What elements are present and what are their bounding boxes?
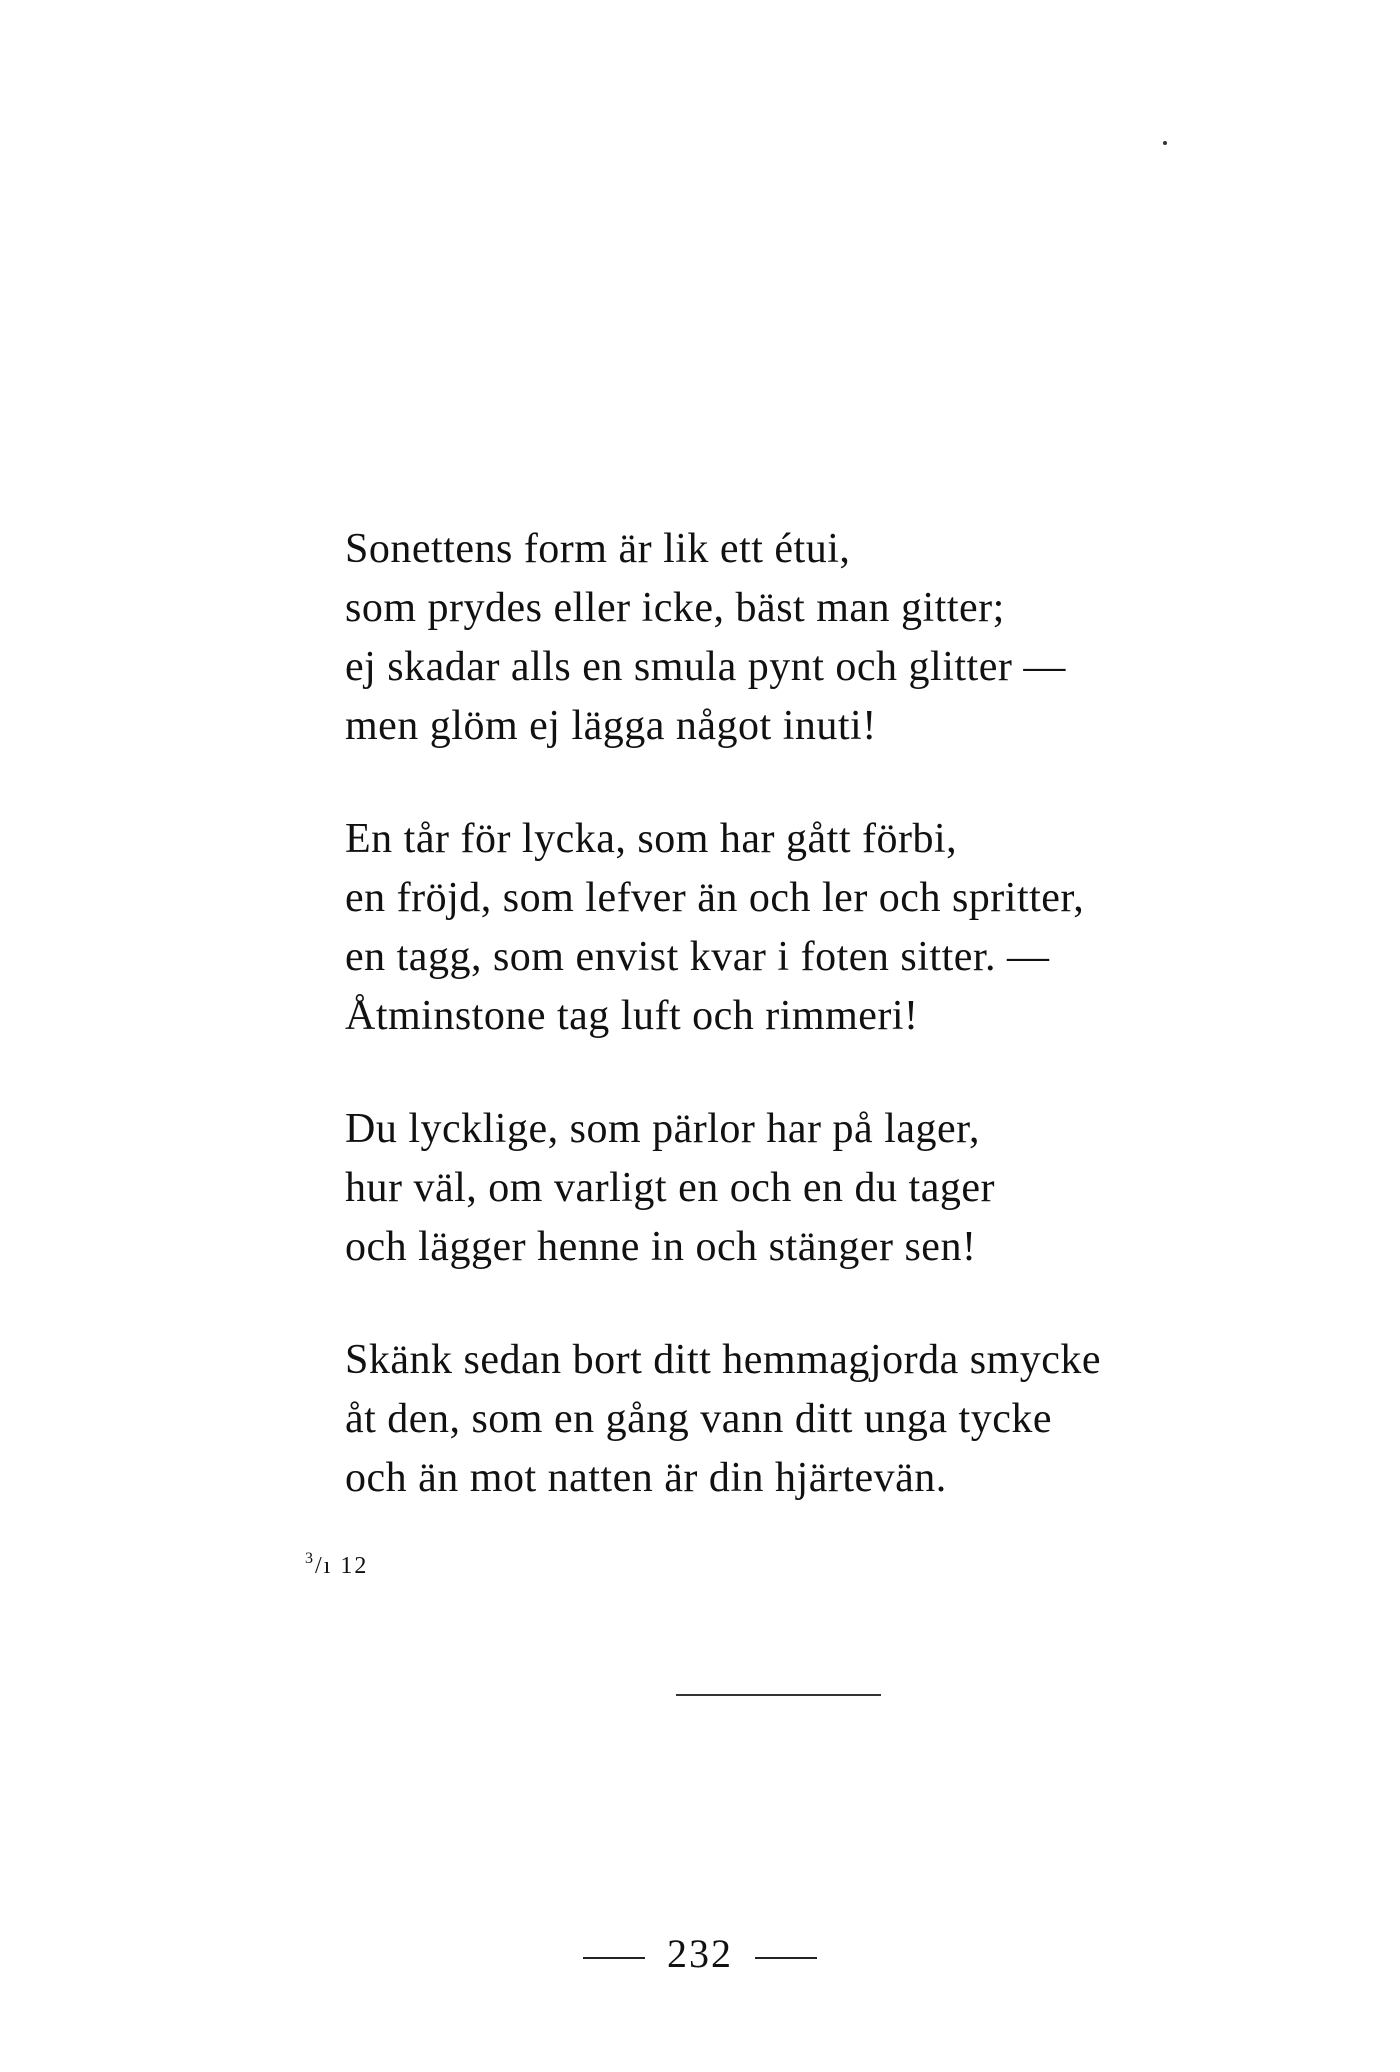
stanza-1: [345, 520, 1245, 756]
poem-line: som prydes eller icke, bäst man gitter;: [345, 585, 1005, 631]
stanza-2: [345, 810, 1245, 1046]
section-divider: [676, 1694, 881, 1696]
stanza-3: [345, 1100, 1245, 1277]
poem-line: Sonettens form är lik ett étui,: [345, 526, 851, 572]
date-rest: /ı 12: [315, 1553, 369, 1579]
poem-line: och lägger henne in och stänger sen!: [345, 1224, 977, 1270]
poem-line: hur väl, om varligt en och en du tager: [345, 1165, 995, 1211]
stanza-4: [345, 1331, 1245, 1508]
poem-line: en fröjd, som lefver än och ler och spritter,: [345, 875, 1085, 921]
speck-mark: [1163, 141, 1167, 145]
poem-line: Du lycklige, som pärlor har på lager,: [345, 1106, 980, 1152]
poem-line: En tår för lycka, som har gått förbi,: [345, 816, 958, 862]
page-number-footer: [0, 1930, 1400, 1977]
poem-date: [305, 1550, 368, 1580]
poem-line: en tagg, som envist kvar i foten sitter. —: [345, 934, 1050, 980]
poem-line: ej skadar alls en smula pynt och glitter —: [345, 644, 1066, 690]
right-dash: [755, 1957, 817, 1959]
left-dash: [583, 1957, 645, 1959]
poem-line: Åtminstone tag luft och rimmeri!: [345, 993, 919, 1039]
date-day: 3: [305, 1550, 315, 1567]
poem-line: men glöm ej lägga något inuti!: [345, 703, 877, 749]
poem-line: åt den, som en gång vann ditt unga tycke: [345, 1396, 1052, 1442]
poem: [345, 520, 1245, 1562]
poem-line: och än mot natten är din hjärtevän.: [345, 1455, 947, 1501]
poem-line: Skänk sedan bort ditt hemmagjorda smycke: [345, 1337, 1102, 1383]
page-number: 232: [667, 1931, 733, 1976]
